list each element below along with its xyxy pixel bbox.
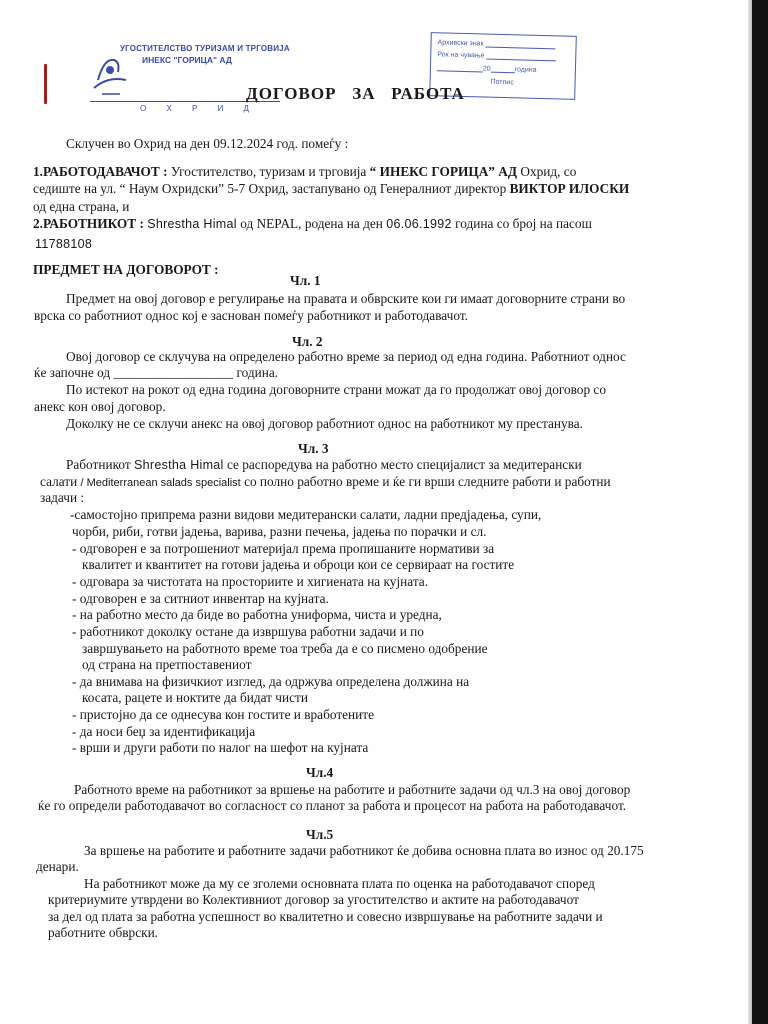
art3-line-1 [66,457,582,473]
art1-heading: Чл. 1 [290,273,321,288]
art5-line-5: за дел од плата за работна успешност во квалитетно и совесно извршување на работните задачи и [48,909,603,924]
art4-line-1: Работното време на работникот за вршење на работите и работните задачи од чл.3 на овој договор [74,782,631,797]
employer-city: Охрид, со [520,164,577,179]
subject-heading: ПРЕДМЕТ НА ДОГОВОРОТ : [33,262,219,277]
duty-line-2: чорби, риби, готви јадења, варива, разни печења, јадења по порачки и сл. [72,524,487,539]
art3-line-3: задачи : [40,490,85,505]
employee-dob: 06.06.1992 [386,217,452,231]
duty-line-10: од страна на претпоставениот [82,657,252,672]
duty-line-4: квалитет и квантитет на готови јадења и оброци кои се сервираат на гостите [82,557,515,572]
duty-line-3: - одговорен е за потрошениот материјал према пропишаните нормативи за [72,541,495,556]
duty-line-11: - да внимава на физичкиот изглед, да одржува определена должина на [72,674,470,689]
duty-line-9: завршувањето на работното време тоа треба да е со писмено одобрение [82,641,488,656]
art5-heading: Чл.5 [306,827,334,842]
art5-line-6: работните обврски. [48,925,159,940]
employee-passport: 11788108 [35,237,93,251]
art5-line-3: На работникот може да му се зголеми основната плата по оценка на работодавачот според [84,876,595,891]
red-pen-mark [44,64,47,104]
employer-director: ВИКТОР ИЛОСКИ [509,181,630,196]
art3-salads: салати [40,474,78,489]
employer-address: седиште на ул. “ Наум Охридски” 5-7 Охрид, застапувано од Генералниот директор [33,181,507,196]
employee-label: 2.РАБОТНИКОТ : [33,216,144,231]
art3-heading: Чл. 3 [298,441,329,456]
duty-line-5: - одговара за чистотата на просториите и хигиената на кујната. [72,574,429,589]
art1-line-1: Предмет на овој договор е регулирање на правата и обврските кои ги имаат договорните страни во [66,291,626,306]
art3-fulltime: со полно работно време и ќе ги врши следните работи и работни [244,474,611,489]
duty-line-14: - да носи беџ за идентификација [72,724,256,739]
art2-line-2: ќе започне од __________________ година. [34,365,279,380]
art2-line-3: По истекот на рокот од една година договорните страни можат да го продолжат овој договор со [66,382,606,397]
employee-name: Shrestha Himal [147,217,237,231]
logo-emblem-icon [90,50,130,98]
art4-line-2: ќе го определи работодавачот во согласност со планот за работа и процесот на работа на работодавачот. [38,798,627,813]
art5-line-4: критериумите утврдени во Колективниот договор за угостителство и актите на работодавачот [48,892,579,907]
art3-assignment: се распоредува на работно место специјалист за медитерански [226,457,582,472]
duty-line-1: -самостојно припрема разни видови медитерански салати, ладни предјадења, супи, [70,507,542,522]
scan-edge [752,0,768,1024]
art3-employee-name: Shrestha Himal [133,458,224,472]
art5-line-1: За вршење на работите и работните задачи работникот ќе добива основна плата во износ од 20.175 [84,843,644,858]
stamp-year-suffix: година [514,66,537,74]
employer-name: “ ИНЕКС ГОРИЦА” АД [369,164,518,179]
intro-line: Склучен во Охрид на ден 09.12.2024 год. помеѓу : [66,136,349,151]
duty-line-8: - работникот доколку остане да извршува работни задачи и по [72,624,424,639]
logo-city: О Х Р И Д [140,104,258,113]
art4-heading: Чл.4 [306,765,334,780]
duty-line-7: - на работно место да биде во работна униформа, чиста и уредна, [72,607,442,622]
art2-heading: Чл. 2 [292,334,323,349]
stamp-year: 20 [482,65,491,73]
art3-worker-label: Работникот [66,457,131,472]
logo-line-1: УГОСТИТЕЛСТВО ТУРИЗАМ И ТРГОВИЈА [120,44,290,53]
duty-line-6: - одговорен е за ситниот инвентар на кујната. [72,591,329,606]
employer-line-3: од една страна, и [33,199,130,214]
employer-label: 1.РАБОТОДАВАЧОТ : [33,164,168,179]
stamp-signature-label: Потпис [490,78,514,87]
stamp-retention-label: Рок на чување [437,51,485,60]
art5-line-2: денари. [36,859,79,874]
document-title: ДОГОВОР ЗА РАБОТА [246,84,465,103]
logo-line-2: ИНЕКС "ГОРИЦА" АД [142,55,232,65]
stamp-archive-label: Архивски знак [437,39,484,48]
employer-line-2 [33,181,629,197]
employer-line-1 [33,164,576,180]
art2-line-5: Доколку не се склучи анекс на овој договор работниот однос на работникот му престанува. [66,416,583,431]
employee-line-1 [33,216,592,232]
art3-line-2 [40,474,611,491]
duty-line-12: косата, рацете и ноктите да бидат чисти [82,690,308,705]
art2-line-4: анекс кон овој договор. [34,399,166,414]
art2-line-1: Овој договор се склучува на определено работно време за период од една година. Работниот однос [66,349,626,364]
employee-origin: од NEPAL, родена на ден [240,216,383,231]
duty-line-15: - врши и други работи по налог на шефот на кујната [72,740,369,755]
duty-line-13: - пристојно да се однесува кон гостите и вработените [72,707,374,722]
employee-passport-label: година со број на пасош [455,216,592,231]
art1-line-2: врска со работниот однос кој е заснован помеѓу работникот и работодавачот. [34,308,468,323]
art3-position-en: / Mediterranean salads specialist [80,477,241,489]
employer-type: Угостителство, туризам и трговија [170,164,367,179]
